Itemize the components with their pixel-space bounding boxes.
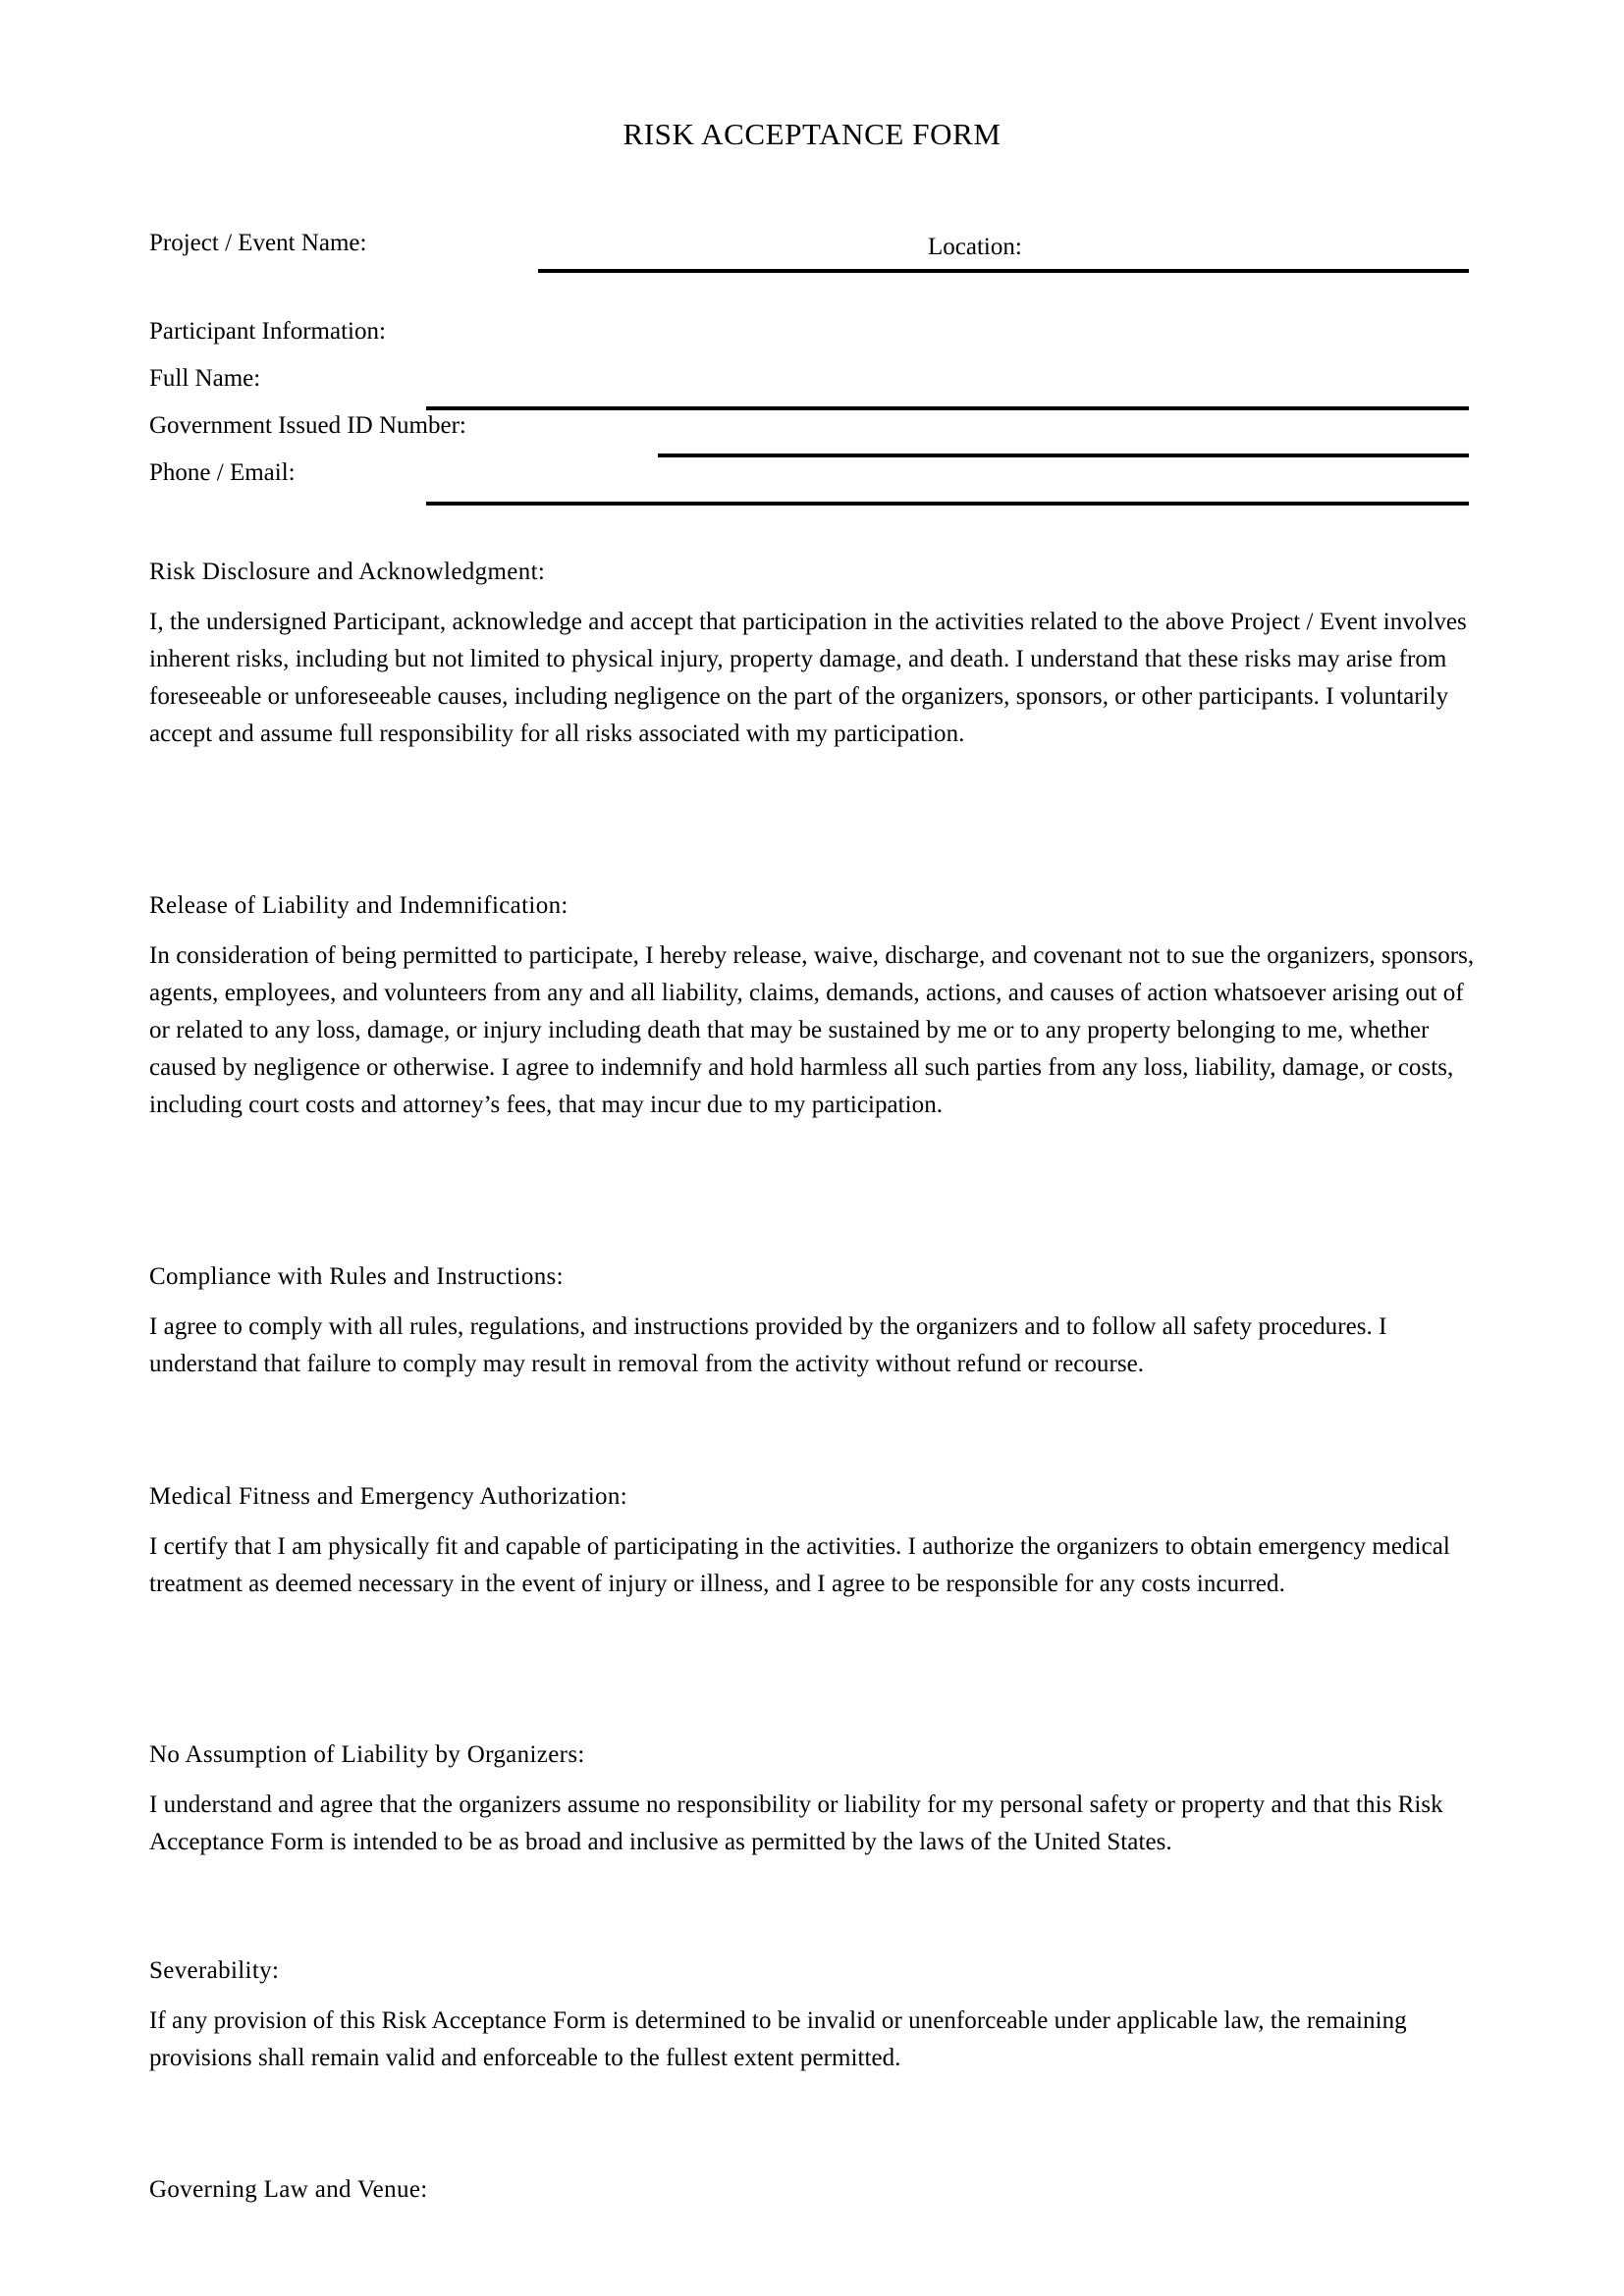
section-governing-law-and-venue bbox=[149, 2177, 1475, 2221]
section-risk-disclosure bbox=[149, 560, 1475, 753]
government-id-input-rule[interactable] bbox=[658, 454, 1469, 457]
section-no-assumption-of-liability bbox=[149, 1742, 1475, 1861]
location-label: Location: bbox=[928, 234, 1022, 260]
project-event-name-input-rule[interactable] bbox=[538, 269, 1469, 273]
government-id-label: Government Issued ID Number: bbox=[149, 412, 466, 439]
project-event-name-label: Project / Event Name: bbox=[149, 230, 367, 256]
participant-information-label: Participant Information: bbox=[149, 318, 386, 345]
section-heading: Compliance with Rules and Instructions: bbox=[149, 1263, 564, 1290]
section-heading: Medical Fitness and Emergency Authorization: bbox=[149, 1483, 628, 1510]
section-heading: Severability: bbox=[149, 1957, 280, 1984]
section-severability bbox=[149, 1958, 1475, 2077]
section-body: I, the undersigned Participant, acknowledge and accept that participation in the activities related to the above Project / Event involves inherent risks, including but not limited to physical injury, property damage, and death. I understand that these risks may arise from foreseeable or unforeseeable causes, including negligence on the part of the organizers, sponsors, or other participants. I voluntarily accept and assume full responsibility for all risks associated with my participation. bbox=[149, 609, 1467, 747]
full-name-label: Full Name: bbox=[149, 365, 261, 392]
phone-email-input-rule[interactable] bbox=[426, 502, 1469, 506]
section-heading: Risk Disclosure and Acknowledgment: bbox=[149, 559, 546, 585]
phone-email-label: Phone / Email: bbox=[149, 459, 296, 486]
section-body: If any provision of this Risk Acceptance Form is determined to be invalid or unenforceable under applicable law, the remaining provisions shall remain valid and enforceable to the fullest extent permitted. bbox=[149, 2007, 1407, 2071]
full-name-input-rule[interactable] bbox=[426, 406, 1469, 410]
section-heading: Release of Liability and Indemnification: bbox=[149, 892, 568, 919]
page-title: RISK ACCEPTANCE FORM bbox=[623, 117, 1001, 151]
section-heading: No Assumption of Liability by Organizers: bbox=[149, 1741, 585, 1768]
section-body: I understand and agree that the organizers assume no responsibility or liability for my personal safety or property and that this Risk Acceptance Form is intended to be as broad and inclusive as permitted by the laws of the United States. bbox=[149, 1791, 1443, 1855]
section-heading: Governing Law and Venue: bbox=[149, 2176, 428, 2203]
section-body: I agree to comply with all rules, regulations, and instructions provided by the organizers and to follow all safety procedures. I understand that failure to comply may result in removal from the activity without refund or recourse. bbox=[149, 1313, 1387, 1377]
section-compliance-with-rules bbox=[149, 1264, 1475, 1383]
section-body: In consideration of being permitted to participate, I hereby release, waive, discharge, and covenant not to sue the organizers, sponsors, agents, employees, and volunteers from any and all liability, claims, demands, actions, and causes of action whatsoever arising out of or related to any loss, damage, or injury including death that may be sustained by me or to any property belonging to me, whether caused by negligence or otherwise. I agree to indemnify and hold harmless all such parties from any loss, liability, damage, or costs, including court costs and attorney’s fees, that may incur due to my participation. bbox=[149, 942, 1475, 1118]
section-release-of-liability bbox=[149, 893, 1475, 1124]
section-medical-fitness bbox=[149, 1484, 1475, 1603]
section-body: I certify that I am physically fit and capable of participating in the activities. I authorize the organizers to obtain emergency medical treatment as deemed necessary in the event of injury or illness, and I agree to be responsible for any costs incurred. bbox=[149, 1533, 1450, 1597]
